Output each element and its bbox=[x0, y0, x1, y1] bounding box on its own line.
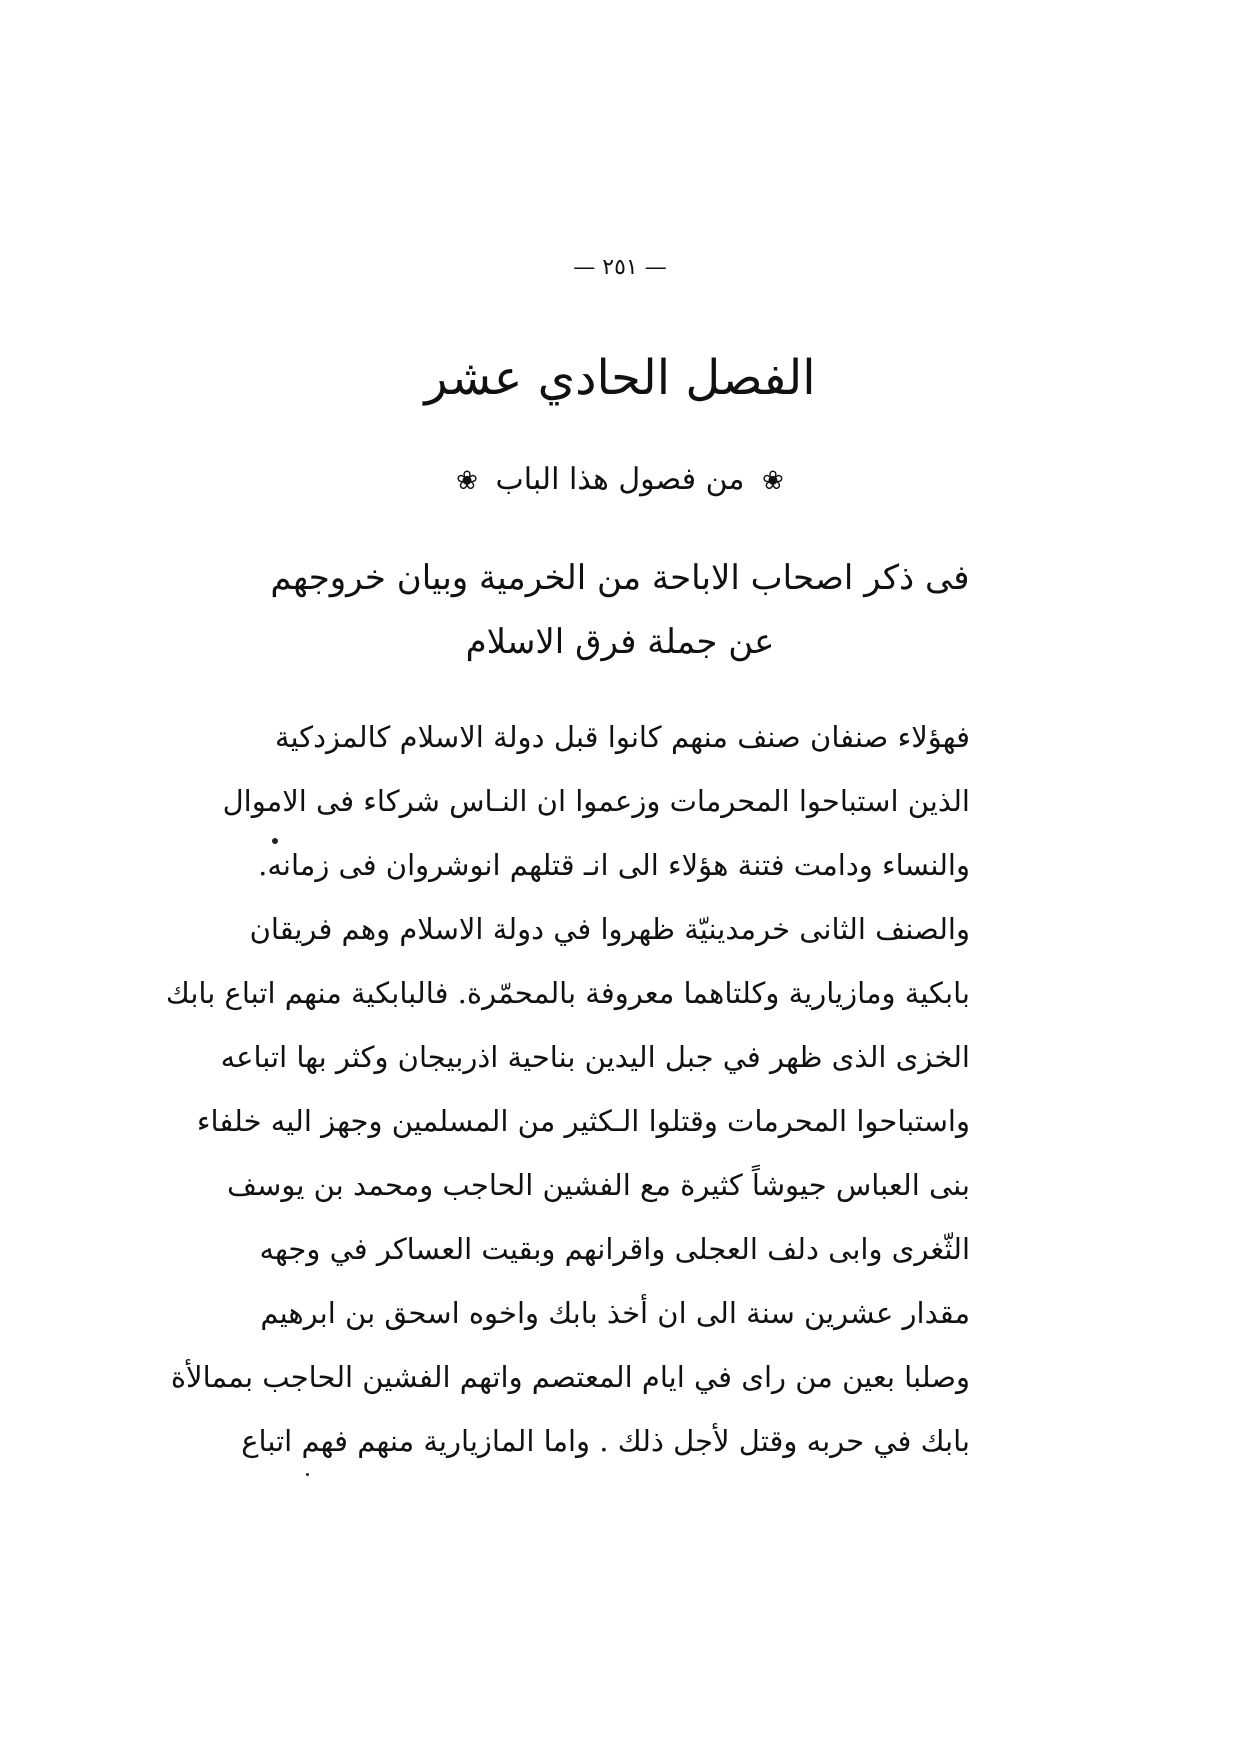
section-heading bbox=[0, 462, 1240, 497]
ink-speck bbox=[272, 838, 278, 844]
body-line: بنى العباس جيوشاً كثيرة مع الفشين الحاجب ومحمد بن يوسف bbox=[227, 1168, 970, 1202]
body-line: وصلبا بعين من راى في ايام المعتصم واتهم الفشين الحاجب بممالأة bbox=[170, 1360, 970, 1394]
body-line: والصنف الثانى خرمدينيّة ظهروا في دولة الاسلام وهم فريقان bbox=[249, 912, 970, 946]
body-line: واستباحوا المحرمات وقتلوا الـكثير من المسلمين وجهز اليه خلفاء bbox=[196, 1104, 970, 1138]
body-line: الثّغرى وابى دلف العجلى واقرانهم وبقيت العساكر في وجهه bbox=[259, 1232, 970, 1266]
body-line: الذين استباحوا المحرمات وزعموا ان النـاس شركاء فى الاموال bbox=[222, 784, 970, 818]
body-line: والنساء ودامت فتنة هؤلاء الى انـ قتلهم انوشروان فى زمانه. bbox=[258, 848, 970, 882]
ink-speck bbox=[306, 1473, 309, 1476]
subtitle-line-1: فى ذكر اصحاب الاباحة من الخرمية وبيان خروجهم bbox=[270, 558, 970, 598]
body-line: الخزى الذى ظهر في جبل اليدين بناحية اذربيجان وكثر بها اتباعه bbox=[220, 1040, 970, 1074]
body-line: بابك في حربه وقتل لأجل ذلك . واما المازيارية منهم فهم اتباع bbox=[241, 1424, 970, 1458]
ornament-left-icon: ❀ bbox=[456, 466, 478, 496]
body-text bbox=[165, 705, 970, 1473]
page-number: — ٢٥١ — bbox=[573, 255, 667, 280]
body-line: بابكية ومازيارية وكلتاهما معروفة بالمحمّرة. فالبابكية منهم اتباع بابك bbox=[165, 976, 970, 1010]
chapter-title: الفصل الحادي عشر bbox=[424, 350, 816, 406]
ornament-right-icon: ❀ bbox=[762, 466, 784, 496]
body-line: مقدار عشرين سنة الى ان أخذ بابك واخوه اسحق بن ابرهيم bbox=[260, 1296, 970, 1330]
section-heading-text: من فصول هذا الباب bbox=[495, 462, 745, 497]
body-line: فهؤلاء صنفان صنف منهم كانوا قبل دولة الاسلام كالمزدكية bbox=[275, 720, 970, 754]
subtitle-line-2: عن جملة فرق الاسلام bbox=[465, 622, 775, 662]
